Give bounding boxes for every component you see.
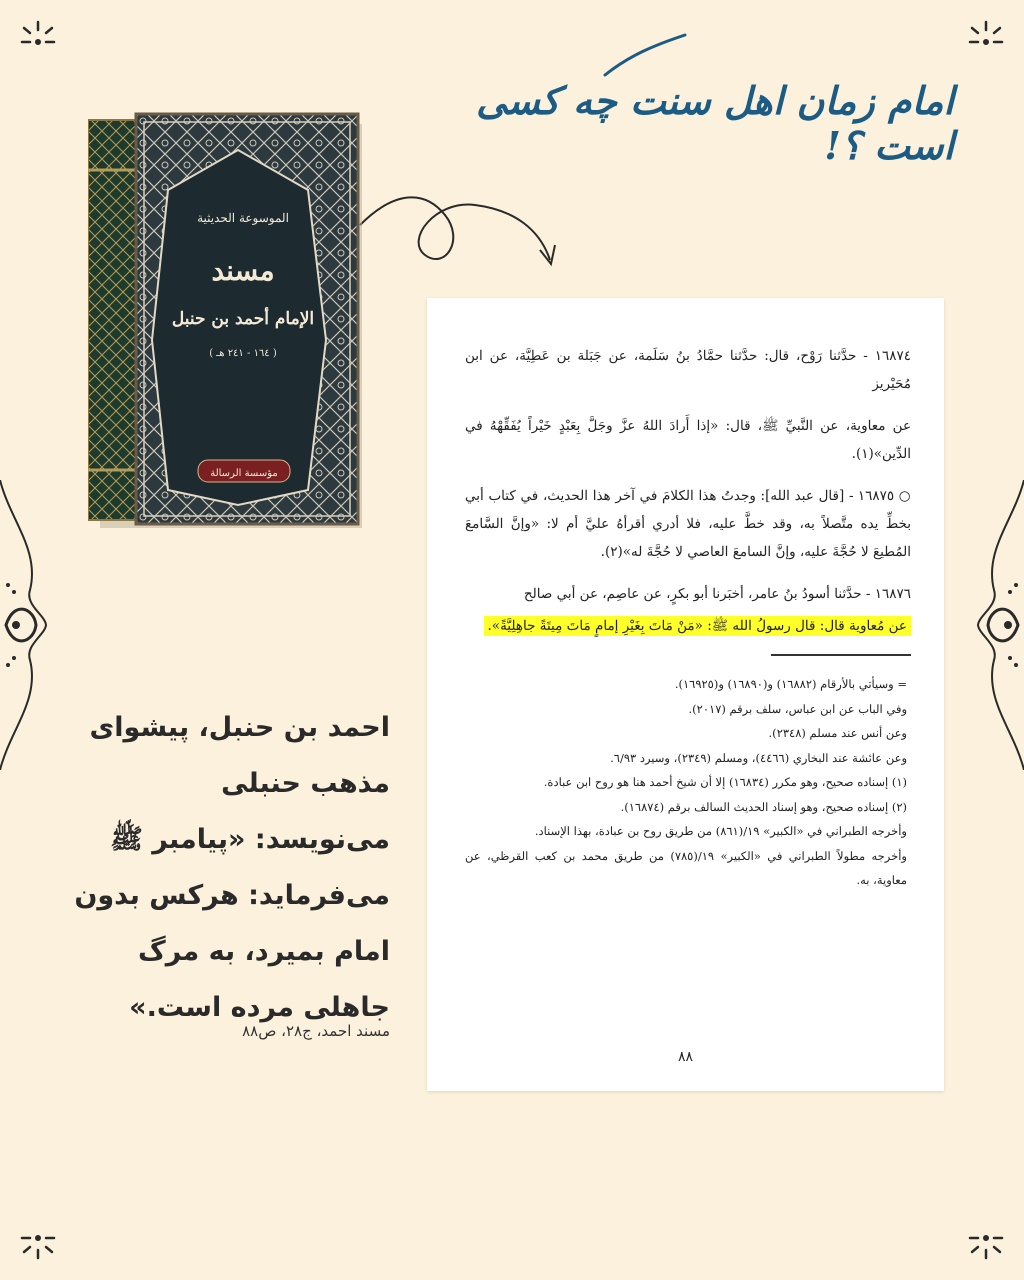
caption-line: مذهب حنبلی bbox=[221, 768, 390, 799]
footnote: وأخرجه مطولاً الطبراني في «الكبير» ١٩/(٧٨٥) من طريق محمد بن كعب القرظي، عن معاوية، به. bbox=[465, 848, 907, 887]
footnote: وفي الباب عن ابن عباس، سلف برقم (٢٠١٧). bbox=[688, 701, 907, 716]
book-title-2: الإمام أحمد بن حنبل bbox=[171, 309, 315, 329]
footnote: وعن أنس عند مسلم (٢٣٤٨). bbox=[768, 726, 907, 740]
book-publisher: مؤسسة الرسالة bbox=[210, 468, 278, 479]
caption-line: احمد بن حنبل، پیشوای bbox=[89, 712, 390, 743]
book-title-1: مسند bbox=[211, 254, 275, 287]
footnote: (٢) إسناده صحيح، وهو إسناد الحديث السالف برقم (١٦٨٧٤). bbox=[620, 799, 907, 814]
footnote: (١) إسناده صحيح، وهو مكرر (١٦٨٣٤) إلا أن شيخ أحمد هنا هو روح ابن عبادة. bbox=[543, 775, 907, 789]
footnote: وعن عائشة عند البخاري (٤٤٦٦)، ومسلم (٢٣٤٩)، وسيرد ٦/٩٣. bbox=[610, 750, 907, 765]
footnote: = وسيأتي بالأرقام (١٦٨٨٢) و(١٦٨٩٠) و(١٦٩٢٥). bbox=[674, 677, 907, 691]
scanned-document bbox=[427, 298, 944, 1091]
side-ornament-left-icon bbox=[0, 480, 56, 770]
curly-arrow-icon bbox=[355, 180, 585, 290]
side-ornament-right-icon bbox=[968, 480, 1024, 770]
caption-line: می‌فرماید: هرکس بدون bbox=[74, 880, 390, 911]
page-number: ٨٨ bbox=[677, 1049, 694, 1065]
source-reference: مسند احمد، ج۲۸، ص۸۸ bbox=[242, 1022, 390, 1040]
corner-sparkle-icon bbox=[18, 18, 58, 58]
highlight-text: عن مُعاوية قال: قال رسولُ الله ﷺ: «مَنْ مَاتَ بِغَيْرِ إمامٍ مَاتَ مِيتَةً جاهِلِيَّةً». bbox=[484, 616, 911, 636]
caption-line: جاهلی مرده است.» bbox=[129, 992, 390, 1023]
page-title: امام زمان اهل سنت چه کسی است ؟! bbox=[476, 78, 954, 168]
book-top-label: الموسوعة الحديثية bbox=[197, 211, 289, 225]
caption bbox=[60, 700, 390, 1036]
caption-line: امام بمیرد، به مرگ bbox=[138, 936, 390, 967]
footnote: وأخرجه الطبراني في «الكبير» ١٩/(٨٦١) من طريق روح بن عبادة، بهذا الإسناد. bbox=[534, 824, 907, 838]
hadith-16874-text: عن معاوية، عن النَّبيِّ ﷺ، قال: «إذا أَرادَ اللهُ عزَّ وجَلَّ بِعَبْدٍ خَيْراً يُفَقِّهْهُ في الدِّين»(١). bbox=[465, 418, 911, 462]
hadith-16875: ○ ١٦٨٧٥ - [قال عبد الله]: وجدتُ هذا الكلامَ في آخر هذا الحديث، في كتاب أبي بخطِّ يده متَّصلاً به، وقد خطَّ عليه، فلا أدري أقرأهُ عليَّ أم لا: «وإنَّ السَّامعَ المُطيعَ لا حُجَّةَ عليه، وإنَّ السامعَ العاصي لا حُجَّةَ له»(٢). bbox=[465, 488, 912, 560]
corner-sparkle-icon bbox=[966, 1222, 1006, 1262]
hadith-16874-isnad: ١٦٨٧٤ - حدَّثنا رَوْح، قال: حدَّثنا حمَّادُ بنُ سَلَمة، عن جَبَلة بن عَطِيَّة، عن ابن مُحَيْريز bbox=[465, 348, 911, 392]
book-cover-image bbox=[88, 110, 363, 530]
highlighted-hadith bbox=[465, 612, 911, 640]
corner-sparkle-icon bbox=[18, 1222, 58, 1262]
hadith-16876-isnad: ١٦٨٧٦ - حدَّثنا أسودُ بنُ عامر، أخبَرنا أبو بكرٍ، عن عاصِم، عن أبي صالح bbox=[523, 586, 911, 602]
caption-line: می‌نویسد: «پیامبر ﷺ bbox=[110, 824, 390, 855]
corner-sparkle-icon bbox=[966, 18, 1006, 58]
title-swash-icon bbox=[600, 30, 690, 80]
footnote-divider bbox=[771, 654, 911, 656]
book-dates: ( ١٦٤ - ٢٤١ هـ ) bbox=[209, 348, 277, 359]
